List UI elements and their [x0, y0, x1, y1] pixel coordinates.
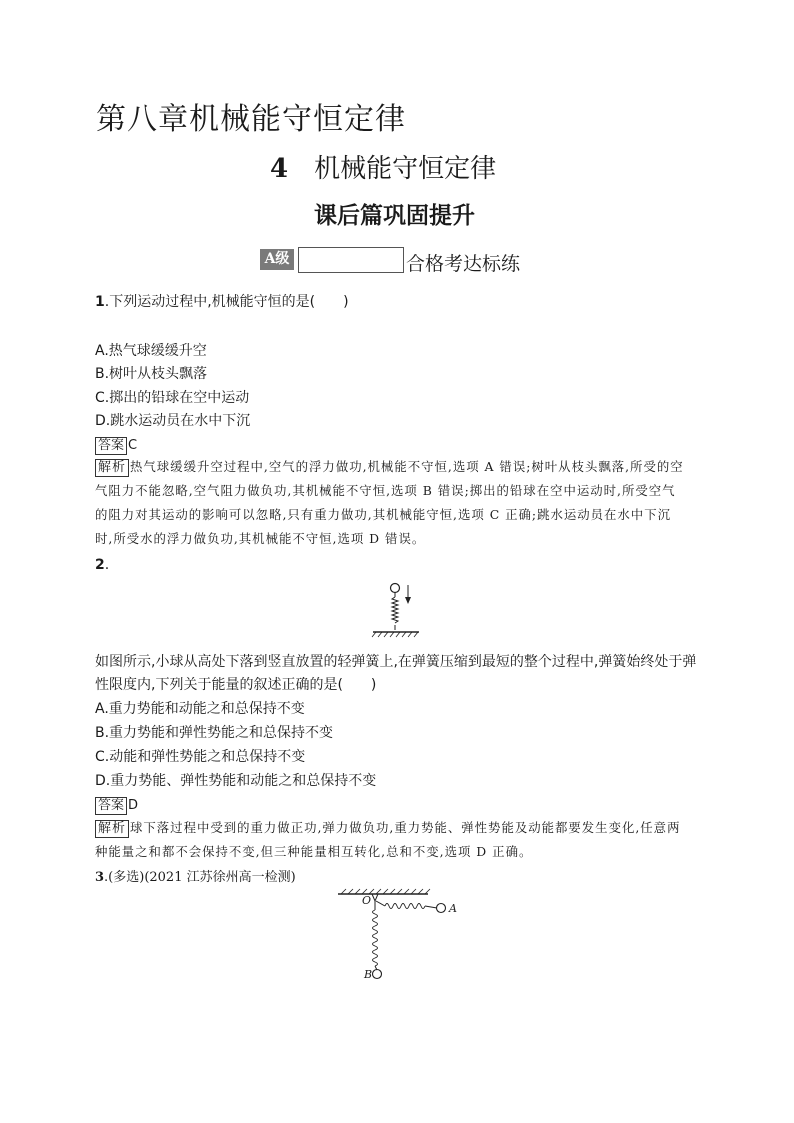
- q1-answer: [95, 436, 137, 456]
- q1-option-c: C.掷出的铅球在空中运动: [95, 390, 250, 406]
- explanation-line: [95, 816, 695, 840]
- q2-option-a: A.重力势能和动能之和总保持不变: [95, 701, 305, 717]
- ball-a-label: A: [449, 902, 457, 915]
- explanation-line: 时,所受水的浮力做负功,其机械能不守恒,选项 D 错误。: [95, 531, 426, 546]
- q2-answer-value: D: [128, 798, 139, 813]
- q1-option-d: D.跳水运动员在水中下沉: [95, 413, 251, 429]
- arrowhead-icon: [405, 597, 411, 604]
- pivot-icon: [372, 894, 378, 901]
- level-text: 合格考达标练: [406, 253, 521, 275]
- q1-number: 1: [95, 294, 105, 310]
- q1-option-b: B.树叶从枝头飘落: [95, 366, 208, 382]
- explanation-line: [95, 455, 695, 479]
- q1-explanation: [95, 455, 695, 551]
- q2-answer: [95, 796, 138, 816]
- section-heading: [270, 152, 496, 186]
- q2-option-c: C.动能和弹性势能之和总保持不变: [95, 749, 306, 765]
- explanation-line: 种能量之和都不会保持不变,但三种能量相互转化,总和不变,选项 D 正确。: [95, 844, 533, 859]
- spring-ball-figure: [370, 580, 430, 640]
- q2-explanation: [95, 816, 695, 864]
- q2-option-b: B.重力势能和弹性势能之和总保持不变: [95, 725, 334, 741]
- spring-icon: [392, 597, 398, 623]
- answer-tag: 答案: [95, 797, 127, 815]
- vertical-spring-icon: [373, 910, 378, 966]
- horizontal-spring-tail: [425, 906, 437, 908]
- explanation-text: 热气球缓缓升空过程中,空气的浮力做功,机械能不守恒,选项 A 错误;树叶从枝头飘落,所受的空: [130, 459, 684, 474]
- q3-number: 3: [95, 870, 105, 885]
- horizontal-spring-lead: [376, 901, 385, 906]
- answer-tag: 答案: [95, 437, 127, 455]
- q3-stem-text: .(多选)(2021 江苏徐州高一检测): [104, 870, 296, 885]
- q2-option-d: D.重力势能、弹性势能和动能之和总保持不变: [95, 773, 377, 789]
- q1-stem-text: .下列运动过程中,机械能守恒的是( ): [104, 294, 349, 310]
- ball-icon: [391, 584, 400, 593]
- chapter-title: 第八章机械能守恒定律: [96, 102, 406, 137]
- ground-hatch: [372, 632, 418, 637]
- ball-b-icon: [373, 970, 382, 979]
- q2-number-line: 2.: [95, 557, 110, 573]
- q1-option-a: A.热气球缓缓升空: [95, 343, 207, 359]
- explanation-tag: 解析: [95, 459, 129, 477]
- level-badge: A级: [260, 249, 294, 270]
- explanation-tag: 解析: [95, 820, 129, 838]
- q2-number: 2: [95, 557, 105, 573]
- q1-answer-value: C: [128, 438, 138, 453]
- ball-b-label: B: [364, 968, 373, 981]
- explanation-text: 球下落过程中受到的重力做正功,弹力做负功,重力势能、弹性势能及动能都要发生变化,任意两: [130, 820, 681, 835]
- q3-stem: [95, 868, 296, 888]
- q2-stem-line-2: 性限度内,下列关于能量的叙述正确的是( ): [95, 677, 377, 693]
- explanation-line: 气阻力不能忽略,空气阻力做负功,其机械能不守恒,选项 B 错误;掷出的铅球在空中运动时,所受空气: [95, 483, 676, 498]
- section-number: 4: [270, 154, 289, 184]
- horizontal-spring-icon: [385, 904, 425, 909]
- ceiling-hatch: [341, 889, 430, 894]
- pendulum-spring-figure: [335, 888, 465, 983]
- explanation-line: 的阻力对其运动的影响可以忽略,只有重力做功,其机械能守恒,选项 C 正确;跳水运动员在水中下沉: [95, 507, 671, 522]
- section-title: 机械能守恒定律: [314, 154, 497, 184]
- q2-stem-line-1: 如图所示,小球从高处下落到竖直放置的轻弹簧上,在弹簧压缩到最短的整个过程中,弹簧始终处于弹: [95, 654, 697, 670]
- q1-stem: [95, 292, 349, 312]
- page-subtitle: 课后篇巩固提升: [314, 203, 475, 229]
- ball-a-icon: [437, 904, 446, 913]
- pivot-label: O: [362, 894, 372, 907]
- level-blank-box: [298, 247, 404, 273]
